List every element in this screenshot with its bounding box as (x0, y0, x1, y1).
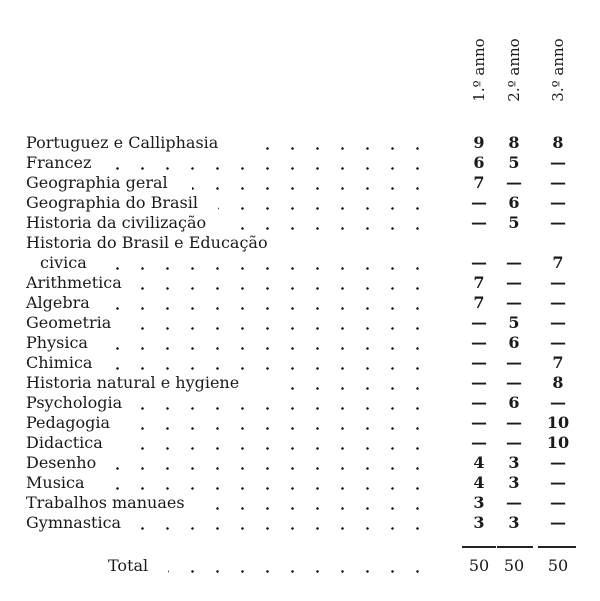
subject-label: Didactica (26, 433, 103, 452)
subject-row (0, 473, 600, 493)
dot-leader (200, 507, 430, 510)
value-year-3: 8 (552, 373, 564, 392)
dot-leader (104, 487, 430, 490)
dot-leader (112, 467, 430, 470)
column-header-year-2: 2.º anno (505, 38, 523, 102)
value-year-2: — (506, 253, 522, 272)
value-year-2: 5 (508, 313, 520, 332)
dot-leader (168, 570, 430, 573)
subject-row (0, 133, 600, 153)
column-header-year-3: 3.º anno (549, 38, 567, 102)
dot-leader (192, 187, 430, 190)
subject-label: civica (40, 253, 87, 272)
subject-row (0, 233, 600, 253)
value-year-3: 7 (552, 353, 564, 372)
total-rule-year-2 (497, 546, 533, 548)
subject-row (0, 153, 600, 173)
total-row (0, 556, 600, 576)
dot-leader (112, 347, 430, 350)
subject-label: Physica (26, 333, 88, 352)
dot-leader (252, 147, 430, 150)
dot-leader (124, 327, 430, 330)
subject-row (0, 253, 600, 273)
value-year-2: 3 (508, 513, 520, 532)
subject-row (0, 333, 600, 353)
subject-label: Arithmetica (26, 273, 122, 292)
value-year-1: — (471, 353, 487, 372)
dot-leader (272, 387, 430, 390)
value-year-3: — (550, 473, 566, 492)
value-year-1: — (471, 413, 487, 432)
dot-leader (112, 367, 430, 370)
total-year-2: 50 (503, 556, 525, 575)
value-year-3: — (550, 513, 566, 532)
subject-row (0, 313, 600, 333)
dot-leader (124, 427, 430, 430)
value-year-3: — (550, 153, 566, 172)
subject-row (0, 373, 600, 393)
value-year-2: — (506, 373, 522, 392)
value-year-3: — (550, 453, 566, 472)
subject-label: Geometria (26, 313, 112, 332)
dot-leader (112, 307, 430, 310)
value-year-1: — (471, 333, 487, 352)
value-year-1: 4 (473, 453, 485, 472)
subject-row (0, 413, 600, 433)
value-year-3: — (550, 313, 566, 332)
subject-label: Historia natural e hygiene (26, 373, 240, 392)
subject-row (0, 453, 600, 473)
value-year-2: 5 (508, 153, 520, 172)
total-rule-year-1 (462, 546, 496, 548)
value-year-1: 7 (473, 273, 485, 292)
dot-leader (138, 407, 430, 410)
value-year-2: 6 (508, 333, 520, 352)
subject-label: Geographia geral (26, 173, 168, 192)
subject-row (0, 193, 600, 213)
value-year-1: 3 (473, 493, 485, 512)
value-year-3: — (550, 273, 566, 292)
subject-row (0, 493, 600, 513)
subject-row (0, 213, 600, 233)
value-year-1: 7 (473, 173, 485, 192)
value-year-1: — (471, 433, 487, 452)
value-year-1: 7 (473, 293, 485, 312)
value-year-2: 6 (508, 193, 520, 212)
dot-leader (120, 447, 430, 450)
subject-row (0, 273, 600, 293)
dot-leader (136, 287, 430, 290)
value-year-1: 4 (473, 473, 485, 492)
value-year-2: — (506, 173, 522, 192)
subject-row (0, 353, 600, 373)
subject-label: Pedagogia (26, 413, 111, 432)
dot-leader (104, 267, 430, 270)
value-year-1: 6 (473, 153, 485, 172)
total-rule-year-3 (538, 546, 576, 548)
value-year-2: 3 (508, 473, 520, 492)
value-year-3: 7 (552, 253, 564, 272)
subject-label: Desenho (26, 453, 97, 472)
subject-label: Trabalhos manuaes (26, 493, 185, 512)
subject-label: Algebra (26, 293, 90, 312)
value-year-3: — (550, 213, 566, 232)
value-year-2: — (506, 353, 522, 372)
value-year-2: — (506, 413, 522, 432)
column-header-year-1: 1.º anno (470, 38, 488, 102)
value-year-1: — (471, 193, 487, 212)
dot-leader (238, 227, 430, 230)
dot-leader (138, 527, 430, 530)
dot-leader (108, 167, 430, 170)
subject-label: Geographia do Brasil (26, 193, 198, 212)
value-year-1: — (471, 213, 487, 232)
value-year-2: — (506, 273, 522, 292)
subject-row (0, 433, 600, 453)
total-year-3: 50 (547, 556, 569, 575)
value-year-2: — (506, 433, 522, 452)
value-year-3: — (550, 333, 566, 352)
value-year-3: — (550, 393, 566, 412)
subject-label: Musica (26, 473, 85, 492)
value-year-3: 10 (546, 433, 570, 452)
total-label: Total (108, 556, 149, 575)
value-year-2: 5 (508, 213, 520, 232)
value-year-2: — (506, 493, 522, 512)
value-year-3: — (550, 293, 566, 312)
value-year-2: 6 (508, 393, 520, 412)
value-year-1: — (471, 373, 487, 392)
value-year-2: 3 (508, 453, 520, 472)
subject-row (0, 393, 600, 413)
subject-label: Historia da civilização (26, 213, 207, 232)
value-year-3: — (550, 493, 566, 512)
subject-row (0, 173, 600, 193)
subject-label: Chimica (26, 353, 93, 372)
subject-label: Gymnastica (26, 513, 122, 532)
value-year-3: — (550, 193, 566, 212)
value-year-1: — (471, 393, 487, 412)
value-year-2: — (506, 293, 522, 312)
value-year-1: — (471, 253, 487, 272)
subject-label: Portuguez e Calliphasia (26, 133, 219, 152)
value-year-2: 8 (508, 133, 520, 152)
value-year-1: 9 (473, 133, 485, 152)
subject-label: Psychologia (26, 393, 123, 412)
subject-row (0, 513, 600, 533)
total-year-1: 50 (468, 556, 490, 575)
subject-row (0, 293, 600, 313)
value-year-3: 8 (552, 133, 564, 152)
subject-label: Historia do Brasil e Educação (26, 233, 268, 252)
value-year-1: — (471, 313, 487, 332)
value-year-3: 10 (546, 413, 570, 432)
value-year-3: — (550, 173, 566, 192)
subject-label: Francez (26, 153, 92, 172)
value-year-1: 3 (473, 513, 485, 532)
dot-leader (218, 207, 430, 210)
